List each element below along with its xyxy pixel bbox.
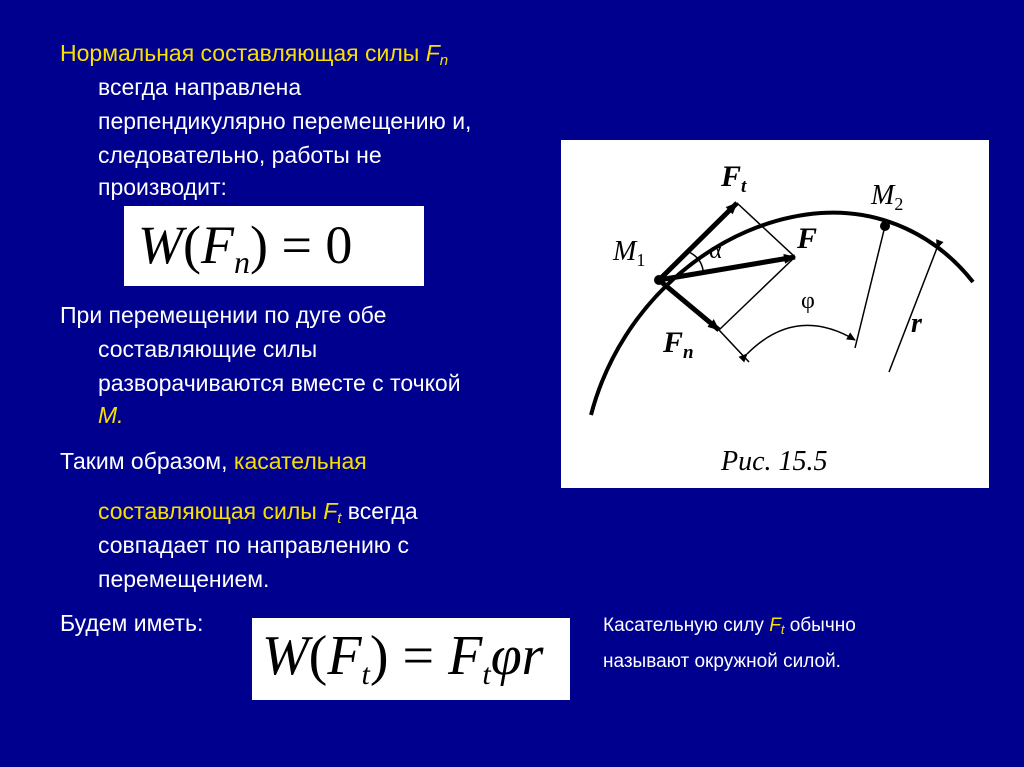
note-line1: Касательную силу $F_t$ обычно	[603, 615, 856, 637]
para1-line4: следовательно, работы не	[98, 142, 382, 168]
para2-line1: При перемещении по дуге обе	[60, 302, 387, 328]
para3-line3: совпадает по направлению с	[98, 532, 409, 558]
vector-fn	[659, 280, 719, 330]
label-m1: $M_1$	[613, 236, 646, 270]
phi-arc	[747, 325, 855, 354]
formula-work-tangential	[252, 618, 570, 700]
para1-line2: всегда направлена	[98, 74, 302, 100]
para3-line4: перемещением.	[98, 566, 270, 592]
label-ft: $F_t$	[721, 160, 747, 197]
label-f: F	[797, 222, 818, 255]
formula-work-normal	[124, 206, 424, 286]
label-alpha: α	[709, 238, 722, 264]
para2-line2: составляющие силы	[98, 336, 318, 362]
label-fn: $F_n$	[663, 326, 694, 363]
label-r: r	[911, 308, 922, 339]
para1-line5: производит:	[98, 174, 227, 200]
note-line2: называют окружной силой.	[603, 651, 841, 672]
formula1-text: $W(F_n) = 0$	[138, 215, 353, 280]
para4-label: Будем иметь:	[60, 610, 204, 636]
para3-line1: Таким образом, касательная	[60, 448, 367, 474]
para3-line2: составляющая силы $F_t$ всегда	[98, 498, 418, 527]
figure-15-5	[561, 140, 989, 488]
radius-line-1	[719, 330, 749, 362]
label-m2: $M_2$	[871, 180, 904, 214]
para1-line3: перпендикулярно перемещению и,	[98, 108, 472, 134]
para1-line1: Нормальная составляющая силы $F_n$	[60, 40, 449, 69]
figure-caption: Рис. 15.5	[721, 446, 828, 477]
formula2-text: $W(F_t) = F_t\varphi r$	[262, 625, 544, 691]
force-diagram	[561, 140, 989, 488]
para2-line3: разворачиваются вместе с точкой	[98, 370, 461, 396]
radius-line-2	[855, 226, 885, 348]
para2-line4: М.	[98, 402, 124, 428]
label-phi: φ	[801, 288, 815, 314]
